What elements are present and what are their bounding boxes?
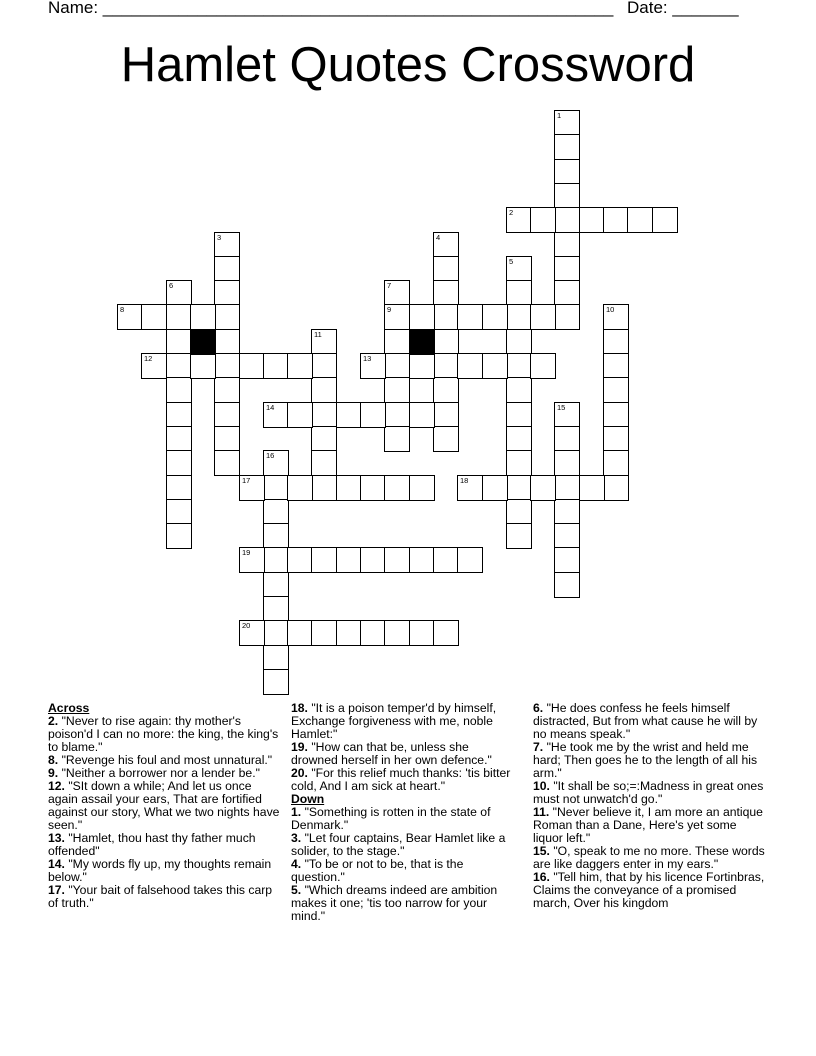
grid-cell[interactable] xyxy=(506,353,532,379)
grid-cell[interactable] xyxy=(117,304,143,330)
grid-cell[interactable] xyxy=(166,450,192,476)
clues-column-1 xyxy=(48,702,280,910)
date-line[interactable]: _______ xyxy=(672,0,739,17)
clue-number-label: 5. xyxy=(291,883,302,897)
grid-cell[interactable] xyxy=(311,620,337,646)
grid-cell[interactable] xyxy=(554,499,580,525)
clue-item xyxy=(48,832,280,858)
grid-cell[interactable] xyxy=(263,402,289,428)
grid-cell[interactable] xyxy=(506,207,532,233)
grid-cell[interactable] xyxy=(506,304,532,330)
grid-cell[interactable] xyxy=(311,475,337,501)
grid-cell[interactable] xyxy=(554,426,580,452)
grid-cell[interactable] xyxy=(506,377,532,403)
clue-item xyxy=(291,767,516,793)
grid-cell[interactable] xyxy=(554,572,580,598)
grid-cell[interactable] xyxy=(603,402,629,428)
grid-cell[interactable] xyxy=(263,475,289,501)
clue-item xyxy=(533,741,765,780)
grid-cell[interactable] xyxy=(311,547,337,573)
grid-cell[interactable] xyxy=(166,426,192,452)
grid-cell[interactable] xyxy=(311,329,337,355)
grid-cell[interactable] xyxy=(409,475,435,501)
clue-text: "Let four captains, Bear Hamlet like a solider, to the stage." xyxy=(291,831,506,858)
grid-cell[interactable] xyxy=(166,329,192,355)
grid-cell[interactable] xyxy=(554,159,580,185)
clue-number: 16 xyxy=(266,451,275,460)
grid-cell[interactable] xyxy=(603,475,629,501)
grid-cell[interactable] xyxy=(457,353,483,379)
clue-number-label: 6. xyxy=(533,701,544,715)
grid-cell[interactable] xyxy=(554,475,580,501)
black-square xyxy=(409,329,435,355)
grid-cell[interactable] xyxy=(384,547,410,573)
grid-cell[interactable] xyxy=(433,280,459,306)
grid-cell[interactable] xyxy=(457,475,483,501)
grid-cell[interactable] xyxy=(214,377,240,403)
clue-number-label: 9. xyxy=(48,766,59,780)
grid-cell[interactable] xyxy=(433,620,459,646)
clue-number: 5 xyxy=(509,257,514,266)
grid-cell[interactable] xyxy=(166,499,192,525)
grid-cell[interactable] xyxy=(336,402,362,428)
grid-cell[interactable] xyxy=(554,523,580,549)
grid-cell[interactable] xyxy=(214,329,240,355)
grid-cell[interactable] xyxy=(214,280,240,306)
grid-cell[interactable] xyxy=(579,475,605,501)
grid-cell[interactable] xyxy=(214,256,240,282)
clue-text: "Revenge his foul and most unnatural." xyxy=(61,753,273,767)
grid-cell[interactable] xyxy=(214,402,240,428)
grid-cell[interactable] xyxy=(506,426,532,452)
clue-number: 12 xyxy=(144,354,153,363)
clue-number-label: 16. xyxy=(533,870,550,884)
clue-number-label: 4. xyxy=(291,857,302,871)
black-square xyxy=(190,329,216,355)
grid-cell[interactable] xyxy=(409,620,435,646)
grid-cell[interactable] xyxy=(166,523,192,549)
clue-number-label: 19. xyxy=(291,740,308,754)
grid-cell[interactable] xyxy=(263,353,289,379)
grid-cell[interactable] xyxy=(239,547,265,573)
grid-cell[interactable] xyxy=(384,329,410,355)
grid-cell[interactable] xyxy=(506,475,532,501)
grid-cell[interactable] xyxy=(433,426,459,452)
clue-text: "SIt down a while; And let us once again assail your ears, That are fortified against our story, What we two nights have seen." xyxy=(48,779,280,832)
clue-number: 13 xyxy=(363,354,372,363)
clue-text: "To be or not to be, that is the question." xyxy=(291,857,464,884)
clue-text: "Never believe it, I am more an antique Roman than a Dane, Here's yet some liquor left." xyxy=(533,805,763,845)
grid-cell[interactable] xyxy=(214,450,240,476)
clue-number: 8 xyxy=(120,305,125,314)
page-title: Hamlet Quotes Crossword xyxy=(120,38,696,92)
grid-cell[interactable] xyxy=(311,353,337,379)
grid-cell[interactable] xyxy=(166,304,192,330)
grid-cell[interactable] xyxy=(384,280,410,306)
grid-cell[interactable] xyxy=(384,304,410,330)
grid-cell[interactable] xyxy=(482,475,508,501)
grid-cell[interactable] xyxy=(239,475,265,501)
date-label: Date: xyxy=(627,0,673,17)
grid-cell[interactable] xyxy=(384,402,410,428)
grid-cell[interactable] xyxy=(384,353,410,379)
grid-cell[interactable] xyxy=(263,450,289,476)
clue-item xyxy=(291,702,516,741)
clue-number: 7 xyxy=(387,281,392,290)
grid-cell[interactable] xyxy=(530,207,556,233)
grid-cell[interactable] xyxy=(554,280,580,306)
grid-cell[interactable] xyxy=(214,304,240,330)
grid-cell[interactable] xyxy=(530,353,556,379)
grid-cell[interactable] xyxy=(603,304,629,330)
grid-cell[interactable] xyxy=(554,183,580,209)
grid-cell[interactable] xyxy=(239,620,265,646)
grid-cell[interactable] xyxy=(627,207,653,233)
grid-cell[interactable] xyxy=(506,499,532,525)
grid-cell[interactable] xyxy=(603,207,629,233)
grid-cell[interactable] xyxy=(506,280,532,306)
grid-cell[interactable] xyxy=(506,256,532,282)
grid-cell[interactable] xyxy=(141,304,167,330)
grid-cell[interactable] xyxy=(141,353,167,379)
grid-cell[interactable] xyxy=(603,426,629,452)
grid-cell[interactable] xyxy=(554,207,580,233)
grid-cell[interactable] xyxy=(554,304,580,330)
clue-number: 19 xyxy=(242,548,251,557)
clue-text: "It shall be so;=:Madness in great ones must not unwatch'd go." xyxy=(533,779,764,806)
grid-cell[interactable] xyxy=(239,353,265,379)
clue-number-label: 8. xyxy=(48,753,59,767)
clue-number: 11 xyxy=(314,330,322,339)
clue-number: 10 xyxy=(606,305,615,314)
clue-text: "My words fly up, my thoughts remain below." xyxy=(48,857,272,884)
clue-item xyxy=(291,832,516,858)
clue-number-label: 7. xyxy=(533,740,544,754)
grid-cell[interactable] xyxy=(360,402,386,428)
grid-cell[interactable] xyxy=(263,547,289,573)
clue-number: 17 xyxy=(242,476,251,485)
clues-column-2 xyxy=(291,702,516,923)
grid-cell[interactable] xyxy=(603,353,629,379)
clue-item xyxy=(48,715,280,754)
grid-cell[interactable] xyxy=(360,620,386,646)
clue-item xyxy=(533,780,765,806)
name-line[interactable]: ______________________________________________________ xyxy=(102,0,614,17)
clue-item xyxy=(291,858,516,884)
grid-cell[interactable] xyxy=(287,620,313,646)
clue-number-label: 15. xyxy=(533,844,550,858)
grid-cell[interactable] xyxy=(384,620,410,646)
grid-cell[interactable] xyxy=(506,329,532,355)
grid-cell[interactable] xyxy=(457,304,483,330)
clue-text: "Your bait of falsehood takes this carp of truth." xyxy=(48,883,273,910)
clue-number-label: 1. xyxy=(291,805,302,819)
clue-text: "It is a poison temper'd by himself, Exchange forgiveness with me, noble Hamlet:" xyxy=(291,701,497,741)
grid-cell[interactable] xyxy=(433,232,459,258)
grid-cell[interactable] xyxy=(433,256,459,282)
clue-number: 3 xyxy=(217,233,222,242)
grid-cell[interactable] xyxy=(506,450,532,476)
clue-item xyxy=(48,858,280,884)
grid-cell[interactable] xyxy=(433,329,459,355)
clue-number: 20 xyxy=(242,621,251,630)
grid-cell[interactable] xyxy=(263,596,289,622)
grid-cell[interactable] xyxy=(506,523,532,549)
grid-cell[interactable] xyxy=(214,353,240,379)
clue-text: "Which dreams indeed are ambition makes it one; 'tis too narrow for your mind." xyxy=(291,883,498,923)
clue-item xyxy=(48,884,280,910)
grid-cell[interactable] xyxy=(214,426,240,452)
grid-cell[interactable] xyxy=(409,353,435,379)
grid-cell[interactable] xyxy=(554,134,580,160)
clue-number: 1 xyxy=(557,111,562,120)
grid-cell[interactable] xyxy=(263,620,289,646)
grid-cell[interactable] xyxy=(433,304,459,330)
clue-item xyxy=(533,806,765,845)
grid-cell[interactable] xyxy=(554,547,580,573)
clue-number: 14 xyxy=(266,403,275,412)
grid-cell[interactable] xyxy=(457,547,483,573)
clue-number-label: 13. xyxy=(48,831,65,845)
grid-cell[interactable] xyxy=(433,377,459,403)
grid-cell[interactable] xyxy=(506,402,532,428)
grid-cell[interactable] xyxy=(433,353,459,379)
grid-cell[interactable] xyxy=(433,402,459,428)
grid-cell[interactable] xyxy=(482,304,508,330)
grid-cell[interactable] xyxy=(166,377,192,403)
grid-cell[interactable] xyxy=(554,402,580,428)
clue-number-label: 18. xyxy=(291,701,308,715)
grid-cell[interactable] xyxy=(554,110,580,136)
grid-cell[interactable] xyxy=(384,377,410,403)
grid-cell[interactable] xyxy=(409,402,435,428)
grid-cell[interactable] xyxy=(336,475,362,501)
clue-text: "He took me by the wrist and held me hard; Then goes he to the length of all his arm." xyxy=(533,740,758,780)
grid-cell[interactable] xyxy=(190,353,216,379)
grid-cell[interactable] xyxy=(554,256,580,282)
grid-cell[interactable] xyxy=(166,402,192,428)
grid-cell[interactable] xyxy=(482,353,508,379)
across-heading: Across xyxy=(48,701,90,715)
clue-text: "Tell him, that by his licence Fortinbras, Claims the conveyance of a promised march, Over his kingdom xyxy=(533,870,765,910)
grid-cell[interactable] xyxy=(360,475,386,501)
grid-cell[interactable] xyxy=(603,377,629,403)
clue-number: 4 xyxy=(436,233,441,242)
clue-text: "Something is rotten in the state of Denmark." xyxy=(291,805,491,832)
grid-cell[interactable] xyxy=(214,232,240,258)
grid-cell[interactable] xyxy=(190,304,216,330)
clue-item xyxy=(533,702,765,741)
clue-number-label: 20. xyxy=(291,766,308,780)
clue-text: "Hamlet, thou hast thy father much offended" xyxy=(48,831,256,858)
clue-item xyxy=(48,780,280,832)
clue-number-label: 17. xyxy=(48,883,65,897)
grid-cell[interactable] xyxy=(554,232,580,258)
clue-number-label: 14. xyxy=(48,857,65,871)
name-label: Name: xyxy=(48,0,103,17)
clue-number-label: 2. xyxy=(48,714,59,728)
grid-cell[interactable] xyxy=(166,280,192,306)
grid-cell[interactable] xyxy=(311,450,337,476)
grid-cell[interactable] xyxy=(287,547,313,573)
grid-cell[interactable] xyxy=(603,450,629,476)
clue-number-label: 3. xyxy=(291,831,302,845)
clue-item xyxy=(533,871,765,910)
grid-cell[interactable] xyxy=(287,353,313,379)
clue-item xyxy=(291,741,516,767)
grid-cell[interactable] xyxy=(530,475,556,501)
grid-cell[interactable] xyxy=(384,426,410,452)
grid-cell[interactable] xyxy=(263,499,289,525)
grid-cell[interactable] xyxy=(311,426,337,452)
grid-cell[interactable] xyxy=(652,207,678,233)
clue-number-label: 12. xyxy=(48,779,65,793)
clue-item xyxy=(291,884,516,923)
clue-text: "Never to rise again: thy mother's poison'd I can no more: the king, the king's to blame." xyxy=(48,714,279,754)
grid-cell[interactable] xyxy=(360,353,386,379)
grid-cell[interactable] xyxy=(433,547,459,573)
grid-cell[interactable] xyxy=(263,523,289,549)
clue-text: "Neither a borrower nor a lender be." xyxy=(61,766,260,780)
grid-cell[interactable] xyxy=(336,547,362,573)
grid-cell[interactable] xyxy=(287,402,313,428)
down-heading: Down xyxy=(291,792,325,806)
grid-cell[interactable] xyxy=(263,572,289,598)
clue-number: 6 xyxy=(169,281,174,290)
grid-cell[interactable] xyxy=(384,475,410,501)
clue-number-label: 10. xyxy=(533,779,550,793)
grid-cell[interactable] xyxy=(409,304,435,330)
clue-text: "How can that be, unless she drowned herself in her own defence." xyxy=(291,740,492,767)
grid-cell[interactable] xyxy=(530,304,556,330)
grid-cell[interactable] xyxy=(554,450,580,476)
clues-column-3 xyxy=(533,702,765,910)
grid-cell[interactable] xyxy=(166,353,192,379)
grid-cell[interactable] xyxy=(579,207,605,233)
grid-cell[interactable] xyxy=(311,402,337,428)
grid-cell[interactable] xyxy=(603,329,629,355)
clue-item xyxy=(533,845,765,871)
clue-text: "O, speak to me no more. These words are like daggers enter in my ears." xyxy=(533,844,765,871)
clue-text: "For this relief much thanks: 'tis bitter cold, And I am sick at heart." xyxy=(291,766,511,793)
clue-item xyxy=(291,806,516,832)
grid-cell[interactable] xyxy=(409,547,435,573)
clue-number: 18 xyxy=(460,476,469,485)
clue-number: 15 xyxy=(557,403,566,412)
grid-cell[interactable] xyxy=(336,620,362,646)
clue-number: 9 xyxy=(387,305,392,314)
clue-text: "He does confess he feels himself distracted, But from what cause he will by no means speak." xyxy=(533,701,758,741)
grid-cell[interactable] xyxy=(263,669,289,695)
clue-number-label: 11. xyxy=(533,805,550,819)
grid-cell[interactable] xyxy=(360,547,386,573)
grid-cell[interactable] xyxy=(311,377,337,403)
grid-cell[interactable] xyxy=(166,475,192,501)
grid-cell[interactable] xyxy=(263,645,289,671)
grid-cell[interactable] xyxy=(287,475,313,501)
clue-number: 2 xyxy=(509,208,514,217)
